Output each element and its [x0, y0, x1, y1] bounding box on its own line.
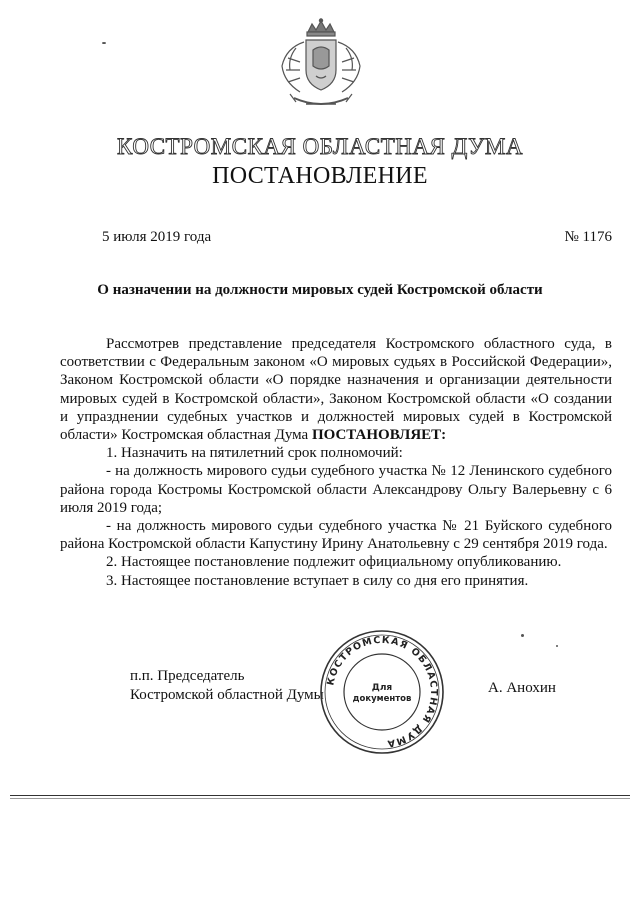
signatory-position-line1: п.п. Председатель — [130, 668, 245, 684]
preamble-text: Рассмотрев представление председателя Костромского областного суда, в соответствии с Федеральным законом «О мировых судьях в Российской Федерации», Законом Костромской области «О порядке назначения и организации деятельности мировых судей в Костромской области», Законом Костромской области «О создании и упразднении судебных участков и должностей мировых судей в Костромской области» Костромская областная Дума — [60, 336, 612, 444]
document-body — [60, 335, 612, 590]
bottom-divider — [10, 795, 630, 796]
document-subject: О назначении на должности мировых судей Костромской области — [97, 282, 543, 298]
document-number: № 1176 — [564, 229, 612, 245]
item-3: 3. Настоящее постановление вступает в силу со дня его принятия. — [106, 572, 529, 589]
coat-of-arms-icon — [266, 18, 376, 118]
bottom-divider-shadow — [10, 798, 630, 799]
signatory-name: А. Анохин — [488, 680, 556, 696]
scan-speck — [556, 645, 558, 647]
signatory-position-line2: Костромской областной Думы — [130, 687, 324, 703]
item-1-a: - на должность мирового судьи судебного участка № 12 Ленинского судебного района города Костромы Костромской области Александрову Ольгу Валерьевну с 6 июля 2019 года; — [60, 463, 612, 516]
organization-name: КОСТРОМСКАЯ ОБЛАСТНАЯ ДУМА — [117, 134, 523, 159]
item-1: 1. Назначить на пятилетний срок полномочий: — [106, 445, 403, 462]
official-stamp — [318, 628, 446, 756]
scan-speck — [102, 42, 106, 44]
stamp-ring-text: КОСТРОМСКАЯ ОБЛАСТНАЯ ДУМА — [325, 634, 440, 749]
stamp-center-line1: Для — [371, 683, 393, 693]
signatory-position — [130, 667, 324, 705]
scan-speck — [521, 634, 524, 637]
document-date: 5 июля 2019 года — [102, 229, 212, 245]
resolves-keyword: ПОСТАНОВЛЯЕТ: — [311, 427, 447, 444]
document-type: ПОСТАНОВЛЕНИЕ — [212, 163, 428, 189]
item-1-b: - на должность мирового судьи судебного участка № 21 Буйского судебного района Костромской области Капустину Ирину Анатольевну с 29 сентября 2019 года. — [60, 518, 612, 553]
preamble-paragraph — [60, 335, 612, 444]
stamp-center-line2: документов — [352, 694, 412, 704]
item-2: 2. Настоящее постановление подлежит официальному опубликованию. — [106, 554, 562, 571]
